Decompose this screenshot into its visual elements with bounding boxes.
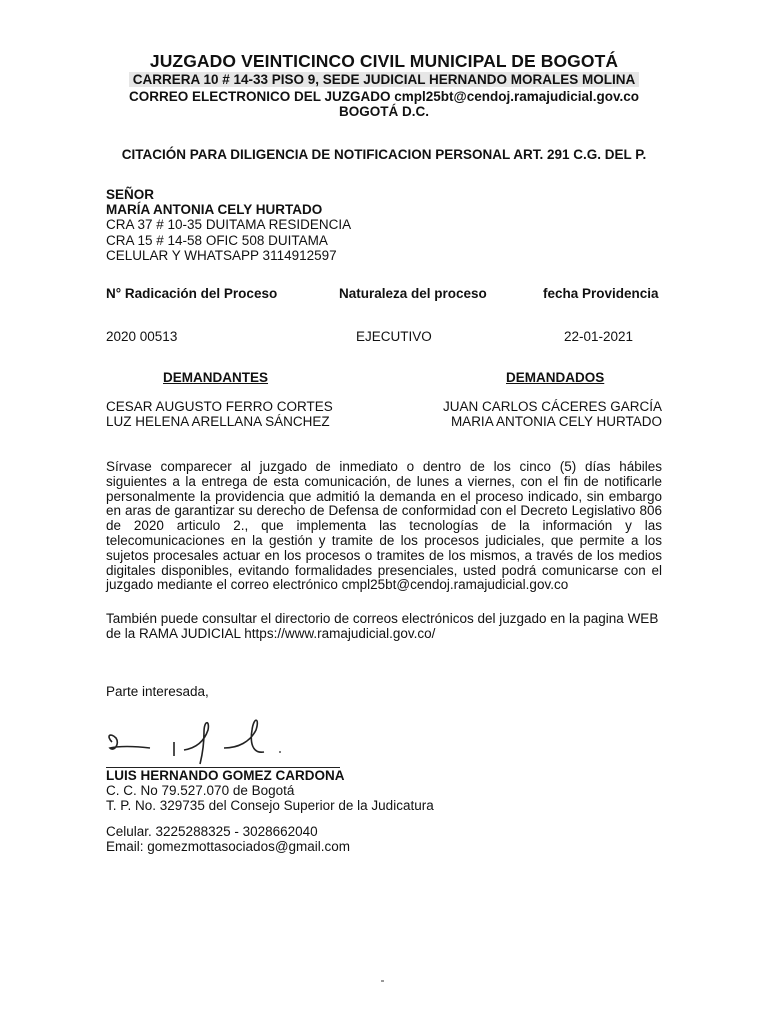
defendant-name: MARIA ANTONIA CELY HURTADO (450, 414, 662, 430)
plaintiff-name: CESAR AUGUSTO FERRO CORTES (106, 399, 333, 414)
recipient-salutation: SEÑOR (106, 187, 155, 202)
header-fecha: fecha Providencia (543, 286, 659, 301)
value-naturaleza: EJECUTIVO (356, 329, 432, 344)
court-title: JUZGADO VEINTICINCO CIVIL MUNICIPAL DE BOGOTÁ (149, 51, 619, 71)
signer-name: LUIS HERNANDO GOMEZ CARDONA (106, 768, 345, 783)
contact-block (106, 824, 350, 854)
recipient-line: CRA 15 # 14-58 OFIC 508 DUITAMA (106, 232, 328, 248)
defendants-list (420, 399, 662, 429)
page-mark (381, 980, 384, 982)
signer-phone: Celular. 3225288325 - 3028662040 (106, 824, 318, 839)
recipient-name: MARÍA ANTONIA CELY HURTADO (106, 202, 323, 218)
defendants-heading: DEMANDADOS (506, 370, 605, 385)
recipient-line: CRA 37 # 10-35 DUITAMA RESIDENCIA (106, 217, 352, 233)
web-paragraph: También puede consultar el directorio de correos electrónicos del juzgado en la pagina WEB de la RAMA JUDICIAL https://www.ramajudicial.gov.co/ (106, 611, 659, 641)
plaintiffs-list (106, 399, 333, 429)
court-city: BOGOTÁ D.C. (339, 104, 429, 119)
court-email: CORREO ELECTRONICO DEL JUZGADO cmpl25bt@cendoj.ramajudicial.gov.co (129, 89, 639, 104)
signer-block (106, 768, 434, 814)
plaintiff-name: LUZ HELENA ARELLANA SÁNCHEZ (106, 414, 330, 430)
signer-tp: T. P. No. 329735 del Consejo Superior de la Judicatura (106, 798, 434, 814)
body-paragraph: Sírvase comparecer al juzgado de inmediato o dentro de los cinco (5) días hábiles siguientes a la entrega de esta comunicación, de lunes a viernes, con el fin de notificarle personalmente la providencia que admitió la demanda en el proceso indicado, sin embargo en aras de garantizar su derecho de Defensa de conformidad con el Decreto Legislativo 806 de 2020 articulo 2., que implementa las tecnologías de la información y las telecomunicaciones en la gestión y tramite de los procesos judiciales, que permite a los sujetos procesales actuar en los procesos o tramites de los mismos, a través de los medios digitales disponibles, evitando formalidades presenciales, usted podrá comunicarse con el juzgado mediante el correo electrónico cmpl25bt@cendoj.ramajudicial.gov.co (106, 459, 662, 593)
signature-image (104, 712, 304, 770)
court-address-text: CARRERA 10 # 14-33 PISO 9, SEDE JUDICIAL HERNANDO MORALES MOLINA (129, 72, 640, 87)
citation-title: CITACIÓN PARA DILIGENCIA DE NOTIFICACION PERSONAL ART. 291 C.G. DEL P. (121, 147, 647, 162)
court-address (0, 72, 768, 87)
defendant-name: JUAN CARLOS CÁCERES GARCÍA (442, 399, 662, 414)
value-fecha: 22-01-2021 (564, 329, 634, 344)
signer-email: Email: gomezmottasociados@gmail.com (106, 839, 351, 855)
recipient-block (106, 187, 351, 263)
header-radicacion: N° Radicación del Proceso (106, 286, 278, 301)
signer-id: C. C. No 79.527.070 de Bogotá (106, 783, 295, 799)
header-naturaleza: Naturaleza del proceso (339, 286, 487, 301)
plaintiffs-heading: DEMANDANTES (163, 370, 269, 385)
recipient-line: CELULAR Y WHATSAPP 3114912597 (106, 247, 337, 263)
value-radicacion: 2020 00513 (106, 329, 178, 344)
closing-text: Parte interesada, (106, 684, 209, 699)
